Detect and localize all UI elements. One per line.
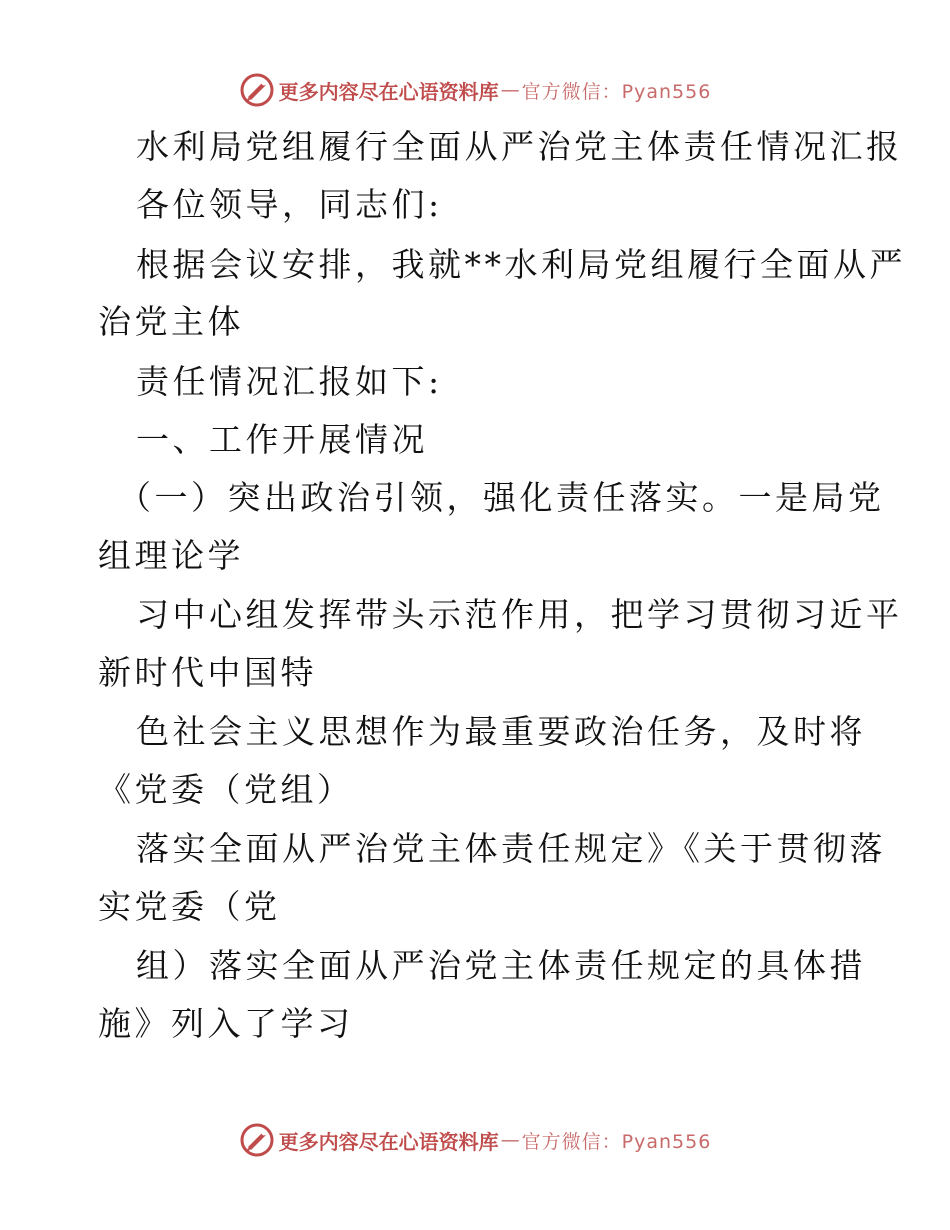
section-heading: 一、工作开展情况: [136, 420, 428, 459]
watermark-contact: 官方微信：Pyan556: [521, 80, 712, 103]
body-line: 新时代中国特: [98, 653, 317, 692]
quill-pen-logo-icon: [239, 72, 275, 108]
body-line: 色社会主义思想作为最重要政治任务，及时将: [136, 712, 866, 751]
body-line: 责任情况汇报如下:: [136, 362, 443, 401]
watermark-separator: —: [500, 79, 520, 101]
watermark-brand: 更多内容尽在心语资料库: [278, 1129, 499, 1154]
watermark-separator: —: [500, 1129, 520, 1151]
header-watermark: [0, 70, 950, 110]
body-line: 落实全面从严治党主体责任规定》《关于贯彻落: [136, 829, 886, 868]
footer-watermark: [0, 1120, 950, 1160]
document-title: 水利局党组履行全面从严治党主体责任情况汇报: [136, 127, 903, 166]
subsection-heading: （一）突出政治引领，强化责任落实。一是局党: [118, 478, 885, 517]
watermark-contact: 官方微信：Pyan556: [521, 1130, 712, 1153]
quill-pen-logo-icon: [239, 1122, 275, 1158]
watermark-brand: 更多内容尽在心语资料库: [278, 79, 499, 104]
greeting-line: 各位领导，同志们:: [136, 185, 443, 224]
body-line: 组理论学: [98, 536, 244, 575]
body-line: 治党主体: [98, 302, 244, 341]
body-line: 习中心组发挥带头示范作用，把学习贯彻习近平: [136, 595, 903, 634]
body-line: 实党委（党: [98, 887, 281, 926]
body-line: 组）落实全面从严治党主体责任规定的具体措: [136, 946, 866, 985]
body-line: 《党委（党组）: [98, 770, 354, 809]
body-line: 施》列入了学习: [98, 1004, 354, 1043]
body-line: 根据会议安排，我就**水利局党组履行全面从严: [136, 245, 906, 284]
